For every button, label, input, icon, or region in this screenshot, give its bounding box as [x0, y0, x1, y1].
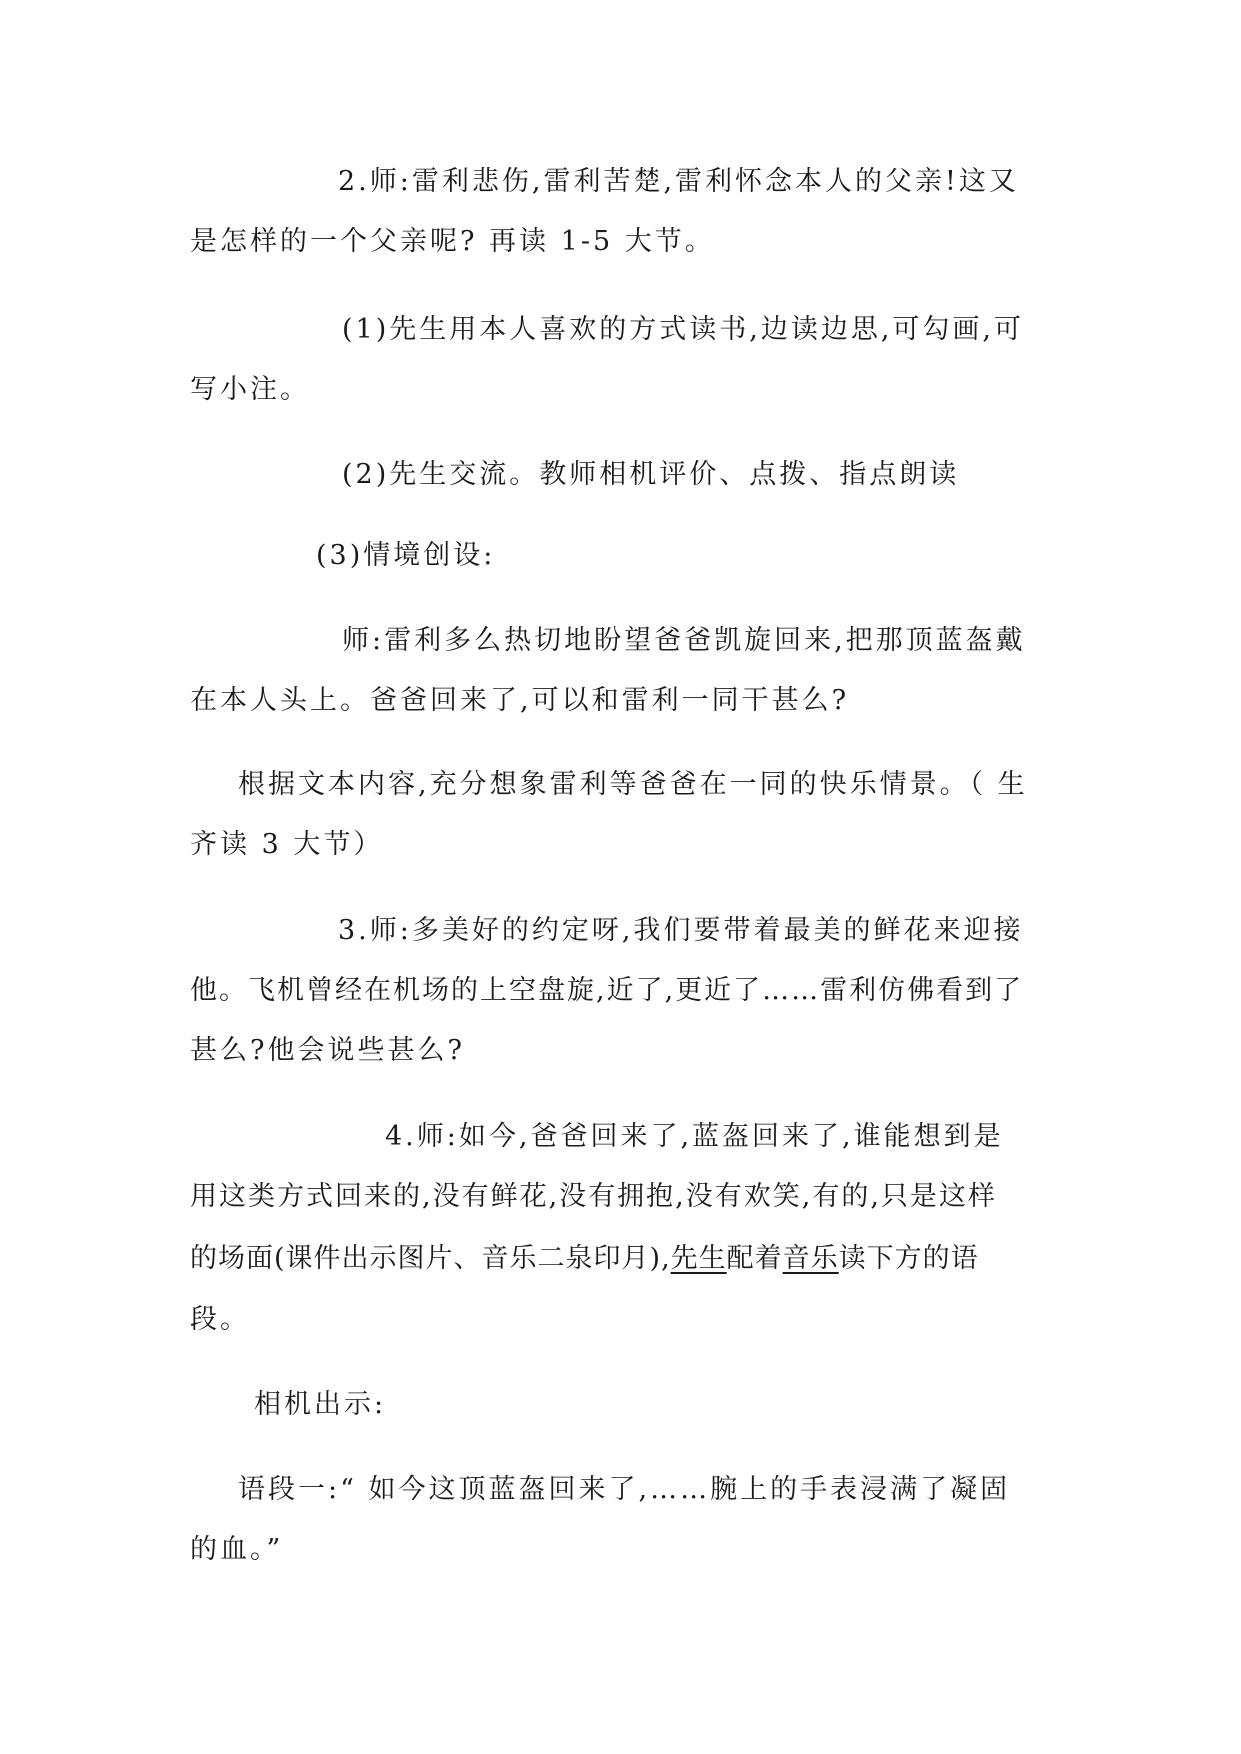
paragraph-4-line-3-text-a: 的场面(课件出示图片、音乐二泉印月),: [190, 1243, 671, 1274]
paragraph-4-line-3: [190, 1239, 979, 1279]
paragraph-4-line-3-text-c: 读下方的语: [838, 1243, 979, 1274]
paragraph-3-line-2: 他。飞机曾经在机场的上空盘旋,近了,更近了……雷利仿佛看到了: [190, 975, 1024, 1006]
paragraph-teacher-line-1: 师:雷利多么热切地盼望爸爸凯旋回来,把那顶蓝盔戴: [342, 625, 1026, 656]
paragraph-2-2-line-1: (2)先生交流。教师相机评价、点拨、指点朗读: [342, 459, 960, 490]
paragraph-4-line-3-text-b: 配着: [726, 1243, 783, 1274]
paragraph-2-line-1: 2.师:雷利悲伤,雷利苦楚,雷利怀念本人的父亲!这又: [338, 166, 1019, 197]
paragraph-4-line-4: 段。: [190, 1304, 250, 1335]
underlined-word-music: 音乐: [782, 1243, 839, 1274]
underlined-word-students: 先生: [670, 1243, 727, 1274]
paragraph-show-line-1: 相机出示:: [254, 1389, 387, 1420]
paragraph-imagine-line-2: 齐读 3 大节）: [190, 829, 384, 860]
paragraph-2-1-line-1: (1)先生用本人喜欢的方式读书,边读边思,可勾画,可: [342, 314, 1024, 345]
paragraph-4-line-2: 用这类方式回来的,没有鲜花,没有拥抱,没有欢笑,有的,只是这样: [190, 1181, 997, 1212]
paragraph-excerpt-line-2: 的血。”: [190, 1534, 284, 1565]
paragraph-3-line-3: 甚么?他会说些甚么?: [190, 1035, 465, 1066]
paragraph-teacher-line-2: 在本人头上。爸爸回来了,可以和雷利一同干甚么?: [190, 685, 850, 716]
paragraph-imagine-line-1: 根据文本内容,充分想象雷利等爸爸在一同的快乐情景。（ 生: [238, 769, 1028, 800]
paragraph-2-3-line-1: (3)情境创设:: [316, 540, 496, 571]
paragraph-3-line-1: 3.师:多美好的约定呀,我们要带着最美的鲜花来迎接: [338, 915, 1024, 946]
paragraph-excerpt-line-1: 语段一:“ 如今这顶蓝盔回来了,……腕上的手表浸满了凝固: [238, 1474, 1011, 1505]
paragraph-2-1-line-2: 写小注。: [190, 374, 310, 405]
paragraph-2-line-2: 是怎样的一个父亲呢? 再读 1-5 大节。: [190, 226, 715, 257]
paragraph-4-line-1: 4.师:如今,爸爸回来了,蓝盔回来了,谁能想到是: [385, 1121, 1004, 1152]
